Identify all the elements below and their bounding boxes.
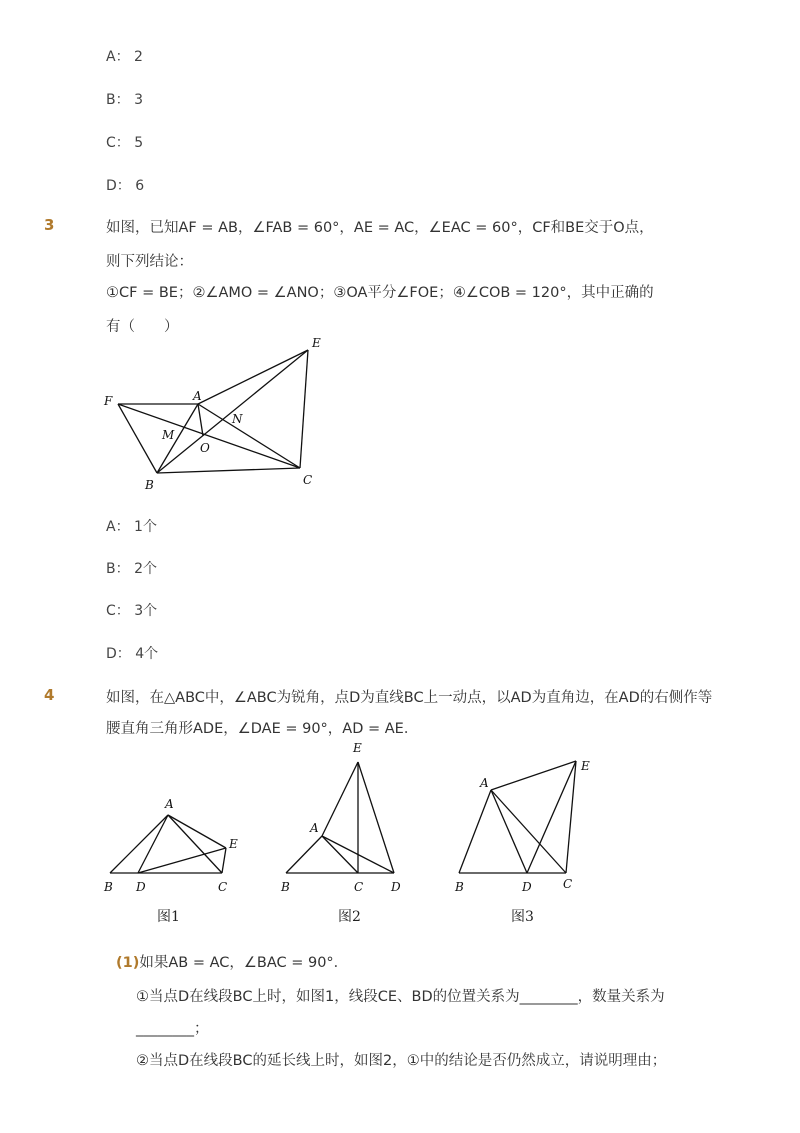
subquestion-part: ①当点D在线段BC上时，如图1，线段CE、BD的位置关系为________，数量关系为 xyxy=(136,989,665,1005)
question-text-line: ①CF = BE；②∠AMO = ∠ANO；③OA平分∠FOE；④∠COB = 120°，其中正确的 xyxy=(106,285,654,301)
label-N: N xyxy=(232,412,243,426)
label-C: C xyxy=(303,473,313,487)
subquestion-part: ②当点D在线段BC的延长线上时，如图2，①中的结论是否仍然成立，请说明理由； xyxy=(136,1053,667,1069)
question-text-line: 如图，在△ABC中，∠ABC为锐角，点D为直线BC上一动点，以AD为直角边，在AD的右侧作等 xyxy=(106,690,713,706)
question-number: 4 xyxy=(44,686,55,704)
label-F: F xyxy=(104,394,113,408)
figure-caption: 图3 xyxy=(511,909,534,925)
option-a[interactable]: A： 2 xyxy=(106,49,143,65)
label-E: E xyxy=(312,336,321,350)
fig3-label-C: C xyxy=(563,877,573,891)
figure-caption: 图2 xyxy=(338,909,361,925)
option-b[interactable]: B： 2个 xyxy=(106,561,157,577)
fig1-label-D: D xyxy=(136,880,146,894)
label-O: O xyxy=(200,441,210,455)
question-text-line: 则下列结论： xyxy=(106,254,193,270)
q4-figures xyxy=(100,735,600,895)
question-number: 3 xyxy=(44,216,55,234)
label-M: M xyxy=(162,428,175,442)
fig1-label-B: B xyxy=(104,880,113,894)
fig1-label-A: A xyxy=(165,797,174,811)
fig2-label-A: A xyxy=(310,821,319,835)
answer-blank[interactable]: ________； xyxy=(136,1021,209,1037)
label-A: A xyxy=(193,389,202,403)
subquestion-1 xyxy=(116,951,348,972)
option-c[interactable]: C： 3个 xyxy=(106,603,158,619)
figure-caption: 图1 xyxy=(157,909,180,925)
option-d[interactable]: D： 6 xyxy=(106,178,145,194)
fig1-label-C: C xyxy=(218,880,228,894)
fig3-label-E: E xyxy=(581,759,590,773)
fig2-label-E: E xyxy=(353,741,362,755)
fig3-label-A: A xyxy=(480,776,489,790)
option-a[interactable]: A： 1个 xyxy=(106,519,157,535)
label-B: B xyxy=(145,478,154,492)
option-d[interactable]: D： 4个 xyxy=(106,646,159,662)
fig2-label-D: D xyxy=(391,880,401,894)
fig2-label-C: C xyxy=(354,880,364,894)
subquestion-number: (1) xyxy=(116,955,140,971)
fig2-label-B: B xyxy=(281,880,290,894)
question-text-line: 腰直角三角形ADE，∠DAE = 90°，AD = AE． xyxy=(106,721,419,737)
fig3-label-B: B xyxy=(455,880,464,894)
option-b[interactable]: B： 3 xyxy=(106,92,143,108)
question-text-line: 有（ ） xyxy=(106,319,179,335)
option-c[interactable]: C： 5 xyxy=(106,135,144,151)
subquestion-text: 如果AB = AC，∠BAC = 90°． xyxy=(139,955,349,971)
question-text-line: 如图，已知AF = AB，∠FAB = 60°，AE = AC，∠EAC = 60°，CF和BE交于O点， xyxy=(106,220,654,236)
fig3-label-D: D xyxy=(522,880,532,894)
fig1-label-E: E xyxy=(229,837,238,851)
q3-figure xyxy=(95,332,345,497)
